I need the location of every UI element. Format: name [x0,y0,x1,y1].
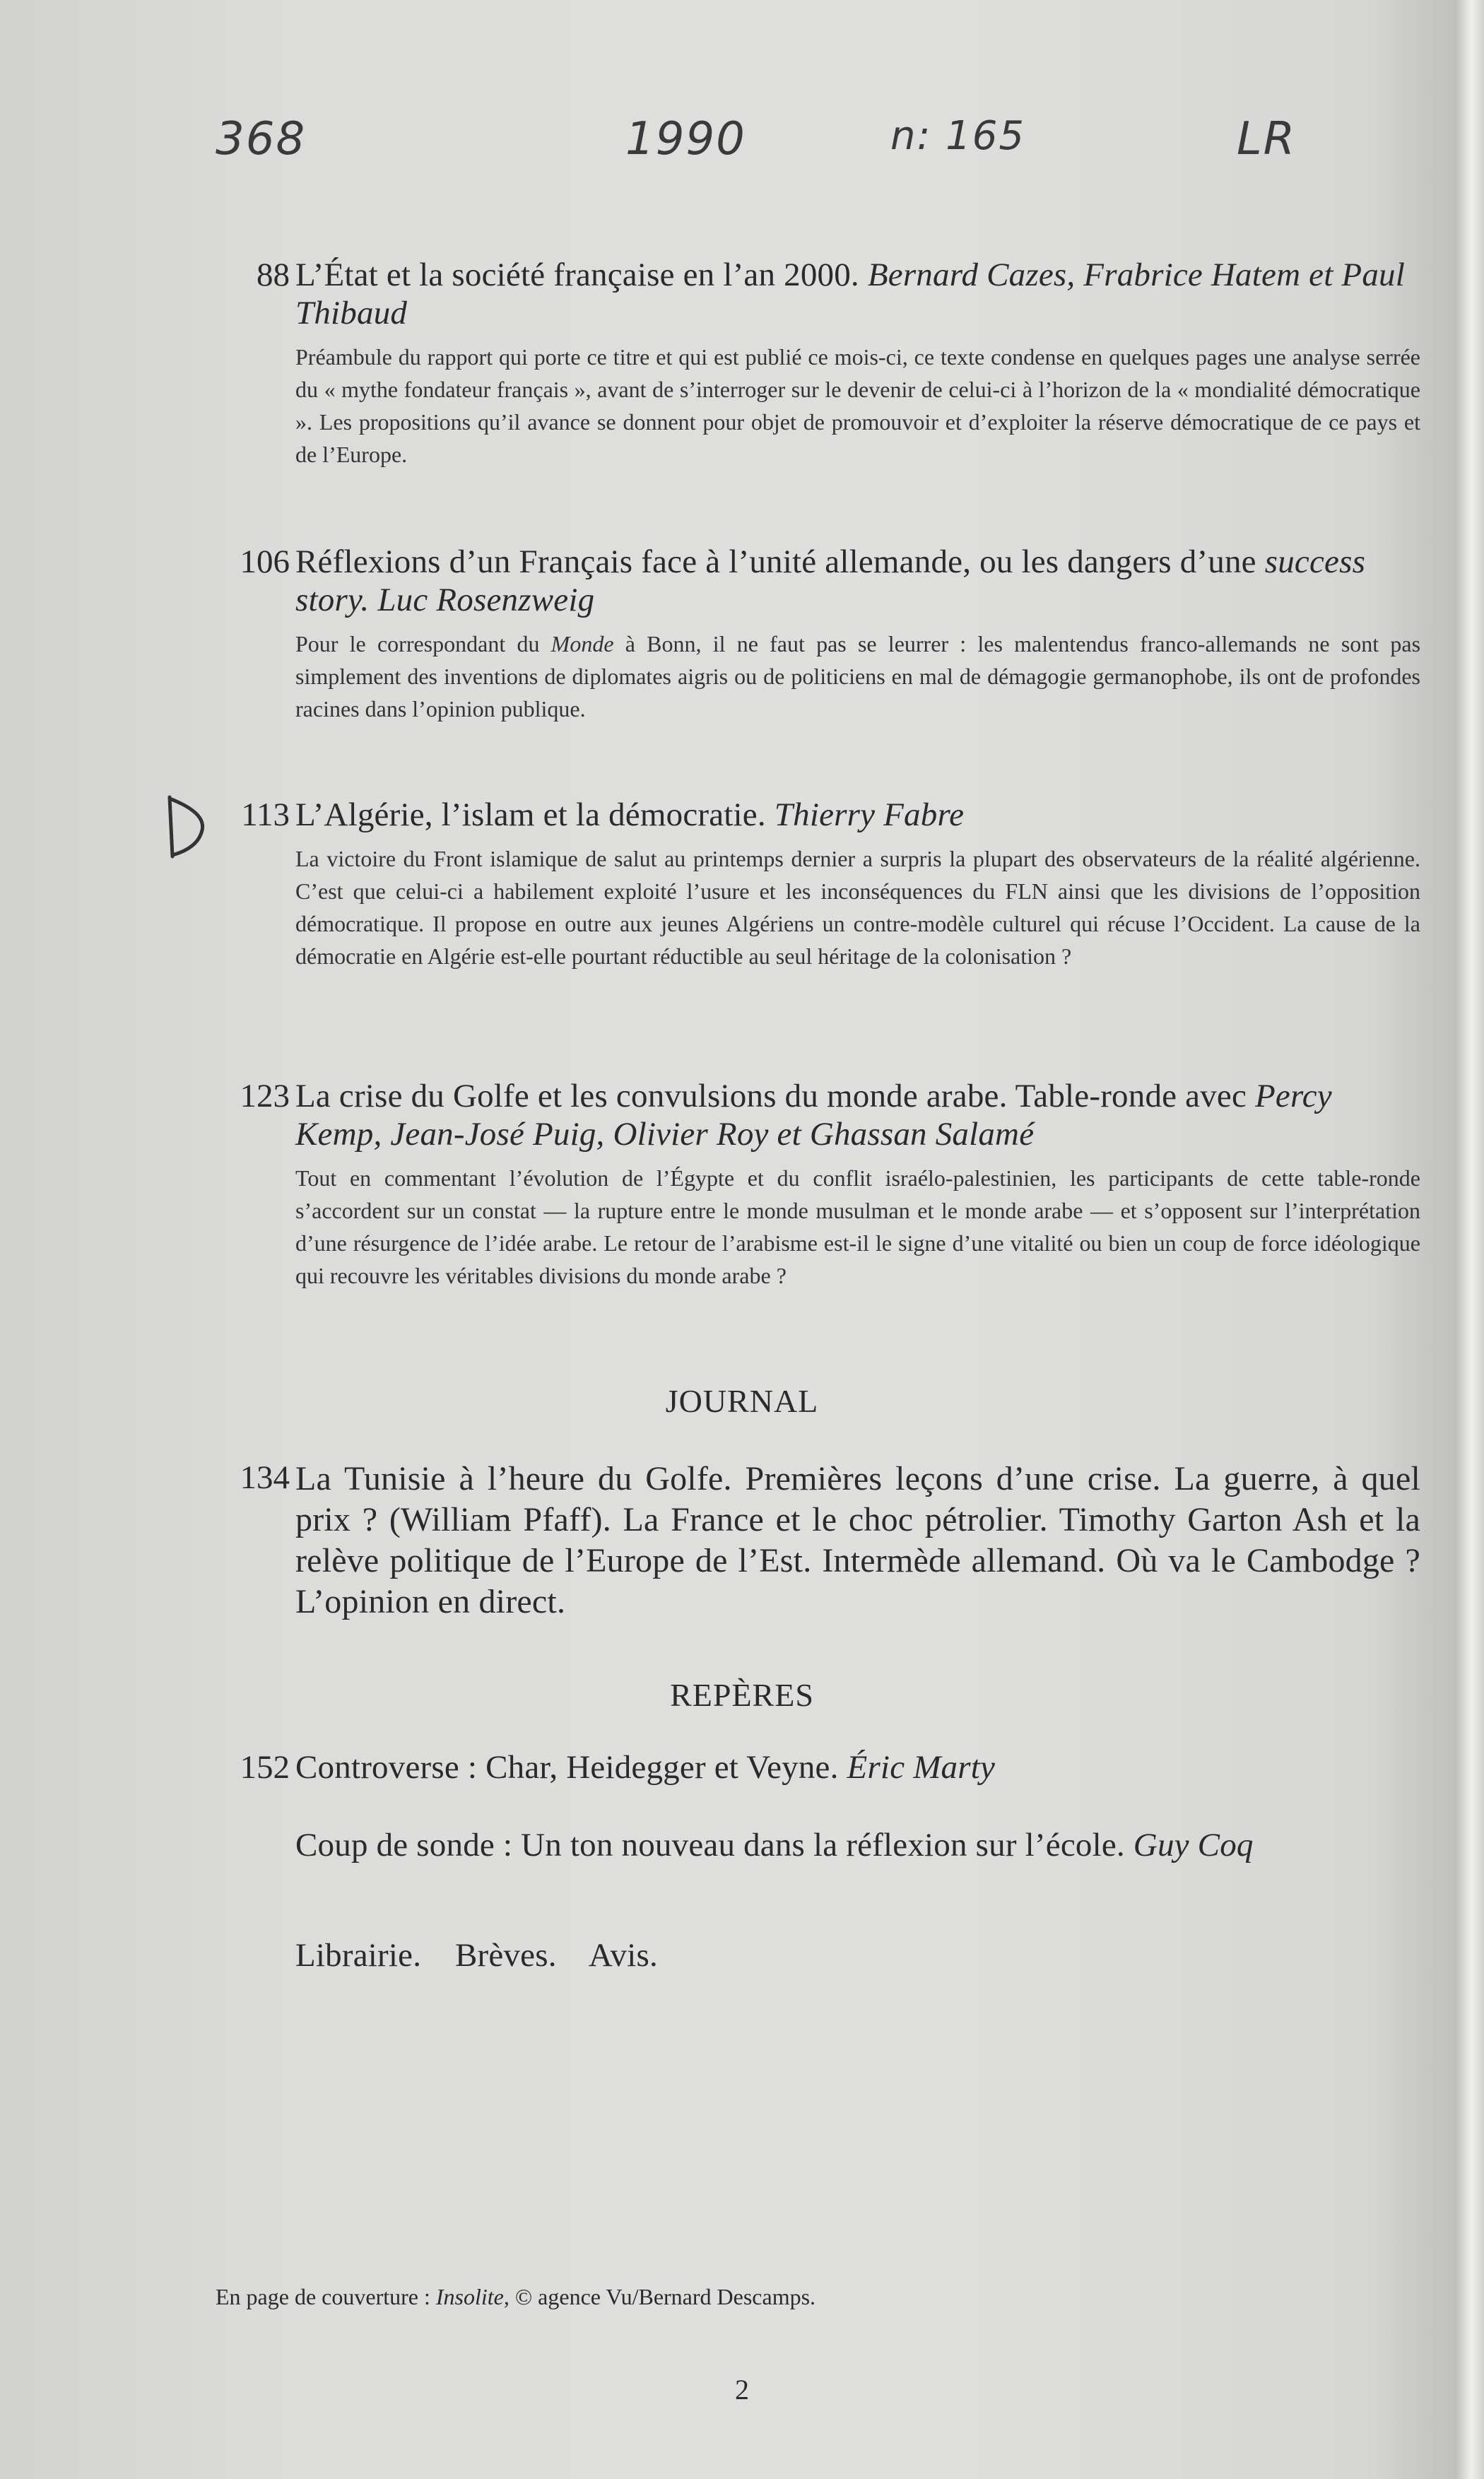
page-number: 2 [735,2374,749,2406]
entry-authors: Éric Marty [847,1749,996,1786]
entry-page-number: 88 [257,257,290,293]
toc-entry [205,796,1420,972]
handwritten-note-number: n: 165 [890,113,1026,159]
entry-description: Tout en commentant l’évolution de l’Égypte et du conflit israélo-palestinien, les participants de cette table-ronde s’accordent sur un constat — la rupture entre le monde musulman et le monde arabe — et s’opposent sur l’interprétation d’une résurgence de l’idée arabe. Le retour de l’arabisme est-il le signe d’une vitalité ou bien un coup de force idéologique qui recouvre les véritables divisions du monde arabe ? [295,1165,1420,1288]
entry-page-number: 134 [240,1459,290,1496]
entry-description: Préambule du rapport qui porte ce titre et qui est publié ce mois-ci, ce texte condense en quelques pages une analyse serrée du « mythe fondateur français », avant de s’interroger sur le devenir de celui-ci à l’horizon de la « mondialité démocratique ». Les propositions qu’il avance se donnent pour objet de promouvoir et d’exploiter la réserve démocratique de ce pays et de l’Europe. [295,344,1420,467]
entry-page-number: 113 [241,796,290,833]
entry-page-number: 123 [240,1078,290,1114]
toc-entry [205,1748,1420,1786]
entry-title: L’Algérie, l’islam et la démocratie. Thierry Fabre [295,796,965,833]
entry-authors: Guy Coq [1133,1827,1254,1863]
entry-page-number: 106 [240,543,290,580]
handwritten-note-initials: LR [1237,113,1297,165]
toc-entry [205,1936,1420,1974]
journal-contents: La Tunisie à l’heure du Golfe. Premières leçons d’une crise. La guerre, à quel prix ? (William Pfaff). La France et le choc pétrolier. Timothy Garton Ash et la relève politique de l’Europe de l’Est. Intermède allemand. Où va le Cambodge ? L’opinion en direct. [295,1460,1420,1620]
entry-page-number: 152 [240,1749,290,1786]
entry-title: La crise du Golfe et les convulsions du monde arabe. Table-ronde avec Percy Kemp, Jean-José Puig, Olivier Roy et Ghassan Salamé [295,1078,1332,1153]
misc-sections: Librairie. Brèves. Avis. [295,1937,658,1974]
toc-entry [205,1459,1420,1623]
entry-title: Controverse : Char, Heidegger et Veyne. Éric Marty [295,1749,996,1786]
entry-description: La victoire du Front islamique de salut au printemps dernier a surpris la plupart des observateurs de la réalité algérienne. C’est que celui-ci a habilement exploité l’usure et les inconséquences du FLN ainsi que les divisions de l’opposition démocratique. Il propose en outre aux jeunes Algériens un contre-modèle culturel qui récuse l’Occident. La cause de la démocratie en Algérie est-elle pourtant réductible au seul héritage de la colonisation ? [295,846,1420,969]
handwritten-note-year: 1990 [625,113,746,165]
entry-title: Réflexions d’un Français face à l’unité allemande, ou les dangers d’une success story. Luc Rosenzweig [295,543,1366,618]
entry-authors: Percy Kemp, Jean-José Puig, Olivier Roy et Ghassan Salamé [295,1078,1332,1153]
toc-entry [205,1826,1420,1864]
entry-description: Pour le correspondant du Monde à Bonn, il ne faut pas se leurrer : les malentendus franco-allemands ne sont pas simplement des inventions de diplomates aigris ou de politiciens en mal de démagogie germanophobe, ils ont de profondes racines dans l’opinion publique. [295,631,1421,722]
entry-authors: Thierry Fabre [774,796,965,833]
cover-credit: En page de couverture : Insolite, © agence Vu/Bernard Descamps. [216,2284,816,2309]
section-heading-reperes: REPÈRES [670,1677,814,1713]
entry-authors: Luc Rosenzweig [377,582,595,618]
toc-entry [205,1077,1420,1292]
entry-authors: Bernard Cazes, Frabrice Hatem et Paul Thibaud [295,257,1406,331]
entry-title: Coup de sonde : Un ton nouveau dans la réflexion sur l’école. Guy Coq [295,1827,1254,1863]
book-spine [1456,0,1484,2479]
toc-entry [205,256,1420,471]
handwritten-note-left: 368 [216,113,307,165]
entry-title: L’État et la société française en l’an 2000. Bernard Cazes, Frabrice Hatem et Paul Thibaud [295,257,1406,331]
section-heading-journal: JOURNAL [665,1383,819,1419]
toc-entry [205,543,1420,725]
